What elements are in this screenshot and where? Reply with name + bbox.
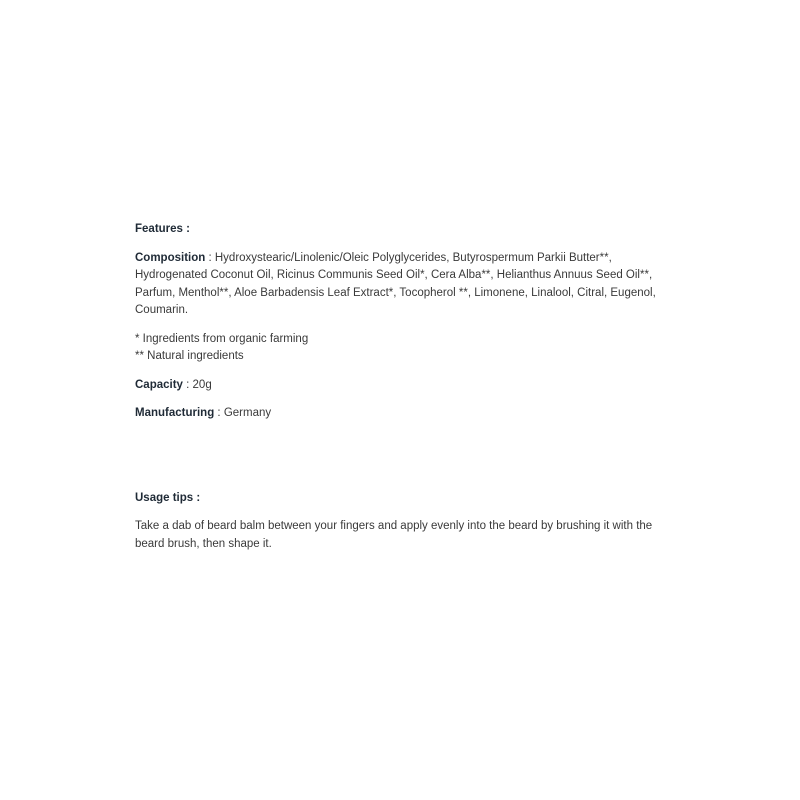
capacity-separator: :: [182, 378, 193, 391]
composition-paragraph: [135, 250, 670, 320]
footnote-natural: ** Natural ingredients: [135, 350, 244, 362]
footnotes: [135, 331, 670, 366]
manufacturing-separator: :: [214, 407, 224, 419]
usage-heading: Usage tips :: [135, 491, 201, 504]
manufacturing-paragraph: [135, 405, 670, 423]
capacity-label: Capacity: [135, 378, 183, 391]
footnote-organic: * Ingredients from organic farming: [135, 332, 309, 345]
section-spacer: [135, 434, 670, 490]
composition-label: Composition: [135, 251, 206, 264]
capacity-value: 20g: [192, 378, 212, 391]
usage-text: Take a dab of beard balm between your fingers and apply evenly into the beard by brushing it with the beard brush, then shape it.: [135, 520, 653, 550]
features-heading: Features :: [135, 223, 190, 235]
capacity-paragraph: [135, 377, 670, 395]
manufacturing-value: Germany: [223, 407, 272, 419]
composition-separator: :: [205, 251, 215, 264]
product-details: [135, 221, 670, 564]
manufacturing-label: Manufacturing: [135, 407, 215, 419]
composition-text: Hydroxystearic/Linolenic/Oleic Polyglycerides, Butyrospermum Parkii Butter**, Hydrogenated Coconut Oil, Ricinus Communis Seed Oil*, Cera Alba**, Helianthus Annuus Seed Oil**, Parfum, Menthol**, Aloe Barbadensis Leaf Extract*, Tocopherol **, Limonene, Linalool, Citral, Eugenol, Coumarin.: [135, 251, 656, 316]
